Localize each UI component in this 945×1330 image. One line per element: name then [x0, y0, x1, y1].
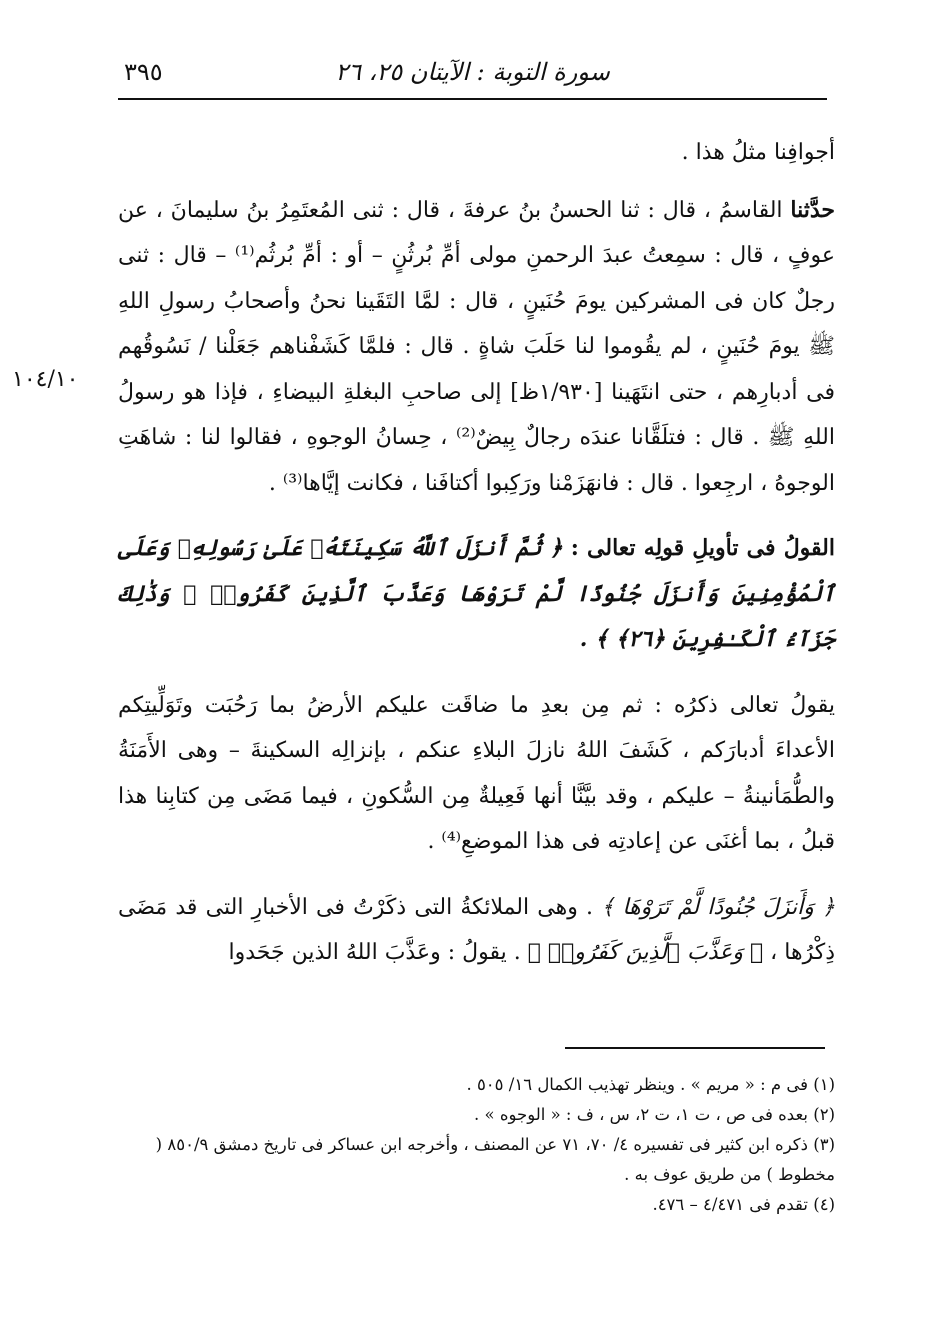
- quran-verse-fragment: ﴿ وَعَذَّبَ ٱلَّذِينَ كَفَرُوا۟ ﴾: [527, 940, 764, 965]
- paragraph-hadith: [118, 188, 835, 507]
- section-heading: القولُ فى تأويلِ قولِه تعالى :: [570, 535, 835, 561]
- page-header: [118, 48, 827, 98]
- paragraph-verse-heading: [118, 526, 835, 663]
- paragraph-text: . يقولُ : وعَذَّبَ اللهُ الذين جَحَدوا: [228, 940, 528, 965]
- margin-reference: ١٠٤/١٠: [12, 367, 79, 392]
- paragraph-text: القاسمُ ، قال : ثنا الحسنُ بنُ عرفةَ ، قال : ثنى المُعتَمِرُ بنُ سليمانَ ، عن عوفٍ ، قال : سمِعتُ عبدَ الرحمنِ مولى أمِّ بُرثُنٍ – أو : أمِّ بُرثُم⁽¹⁾ – قال : ثنى رجلٌ كان فى المشركين يومَ حُنَينٍ ، قال : لمَّا التَقَينا نحنُ وأصحابُ رسولِ اللهِ ﷺ يومَ حُنَينٍ ، لم يقُوموا لنا حَلَبَ شاةٍ . قال : فلمَّا كَشَفْناهم جَعَلْنا / نَسُوقُهم فى أدبارِهم ، حتى انتَهَينا [١/٩٣٠ظ] إلى صاحبِ البغلةِ البيضاءِ ، فإذا هو رسولُ اللهِ ﷺ . قال : فتلَقَّانا عندَه رجالٌ بِيضٌ⁽²⁾ ، حِسانُ الوجوهِ ، فقالوا لنا : شاهَتِ الوجوهُ ، ارجِعوا . قال : فانهَزَمْنا ورَكِبوا أكتافَنا ، فكانت إيَّاها⁽³⁾ .: [118, 197, 835, 496]
- main-text: [118, 130, 835, 996]
- quran-verse-fragment: ﴿ وَأَنزَلَ جُنُودًا لَّمْ تَرَوْهَا ﴾: [601, 894, 835, 920]
- footnotes: [118, 1070, 835, 1220]
- paragraph-commentary: يقولُ تعالى ذكرُه : ثم مِن بعدِ ما ضاقَت عليكم الأرضُ بما رَحُبَت وتَوَلِّيتِكم الأعداءَ أدبارَكم ، كَشَفَ اللهُ نازلَ البلاءِ عنكم ، بإنزالِه السكينةَ – وهى الأَمَنَةُ والطُّمَأنينةُ – عليكم ، وقد بيَّنَّا أنها فَعِيلةٌ مِن السُّكونِ ، فيما مَضَى مِن كتابِنا هذا قبلُ ، بما أغنَى عن إعادتِه فى هذا الموضعِ⁽⁴⁾ .: [118, 692, 835, 854]
- paragraph-commentary-2: [118, 885, 835, 976]
- header-rule: [118, 98, 827, 100]
- paragraph-text: . وهى الملائكةُ التى ذكَرْتُ فى الأخبارِ التى قد مَضَى ذِكْرُها ،: [118, 894, 835, 965]
- paragraph-continuation: أجوافِنا مثلُ هذا .: [681, 140, 835, 165]
- paragraph-lead: حدَّثنا: [790, 196, 835, 223]
- page-number: ٣٩٥: [124, 58, 163, 86]
- footnote: (٣) ذكره ابن كثير فى تفسيره ٤/ ٧٠، ٧١ عن المصنف ، وأخرجه ابن عساكر فى تاريخ دمشق ٨٥٠/٩ ( مخطوط ) من طريق عوف به .: [155, 1135, 835, 1184]
- footnote: (٢) بعده فى ص ، ت ١، ت ٢، س ، ف : « الوجوه » .: [474, 1105, 835, 1124]
- running-title: سورة التوبة : الآيتان ٢٥، ٢٦: [335, 58, 610, 86]
- footnote-rule: [565, 1047, 825, 1049]
- footnote: (٤) تقدم فى ٤/٤٧١ – ٤٧٦.: [652, 1195, 835, 1214]
- footnote: (١) فى م : « مريم » . وينظر تهذيب الكمال ١٦/ ٥٠٥ .: [466, 1075, 835, 1094]
- quran-verse: ﴿ ثُمَّ أَنزَلَ ٱللَّهُ سَكِينَتَهُۥ عَلَىٰ رَسُولِهِۦ وَعَلَى ٱلْمُؤْمِنِينَ وَأَنزَلَ جُنُودًا لَّمْ تَرَوْهَا وَعَذَّبَ ٱلَّذِينَ كَفَرُوا۟ ۚ وَذَٰلِكَ جَزَآءُ ٱلْكَـٰفِرِينَ ﴿٢٦﴾ ﴾ .: [118, 535, 835, 652]
